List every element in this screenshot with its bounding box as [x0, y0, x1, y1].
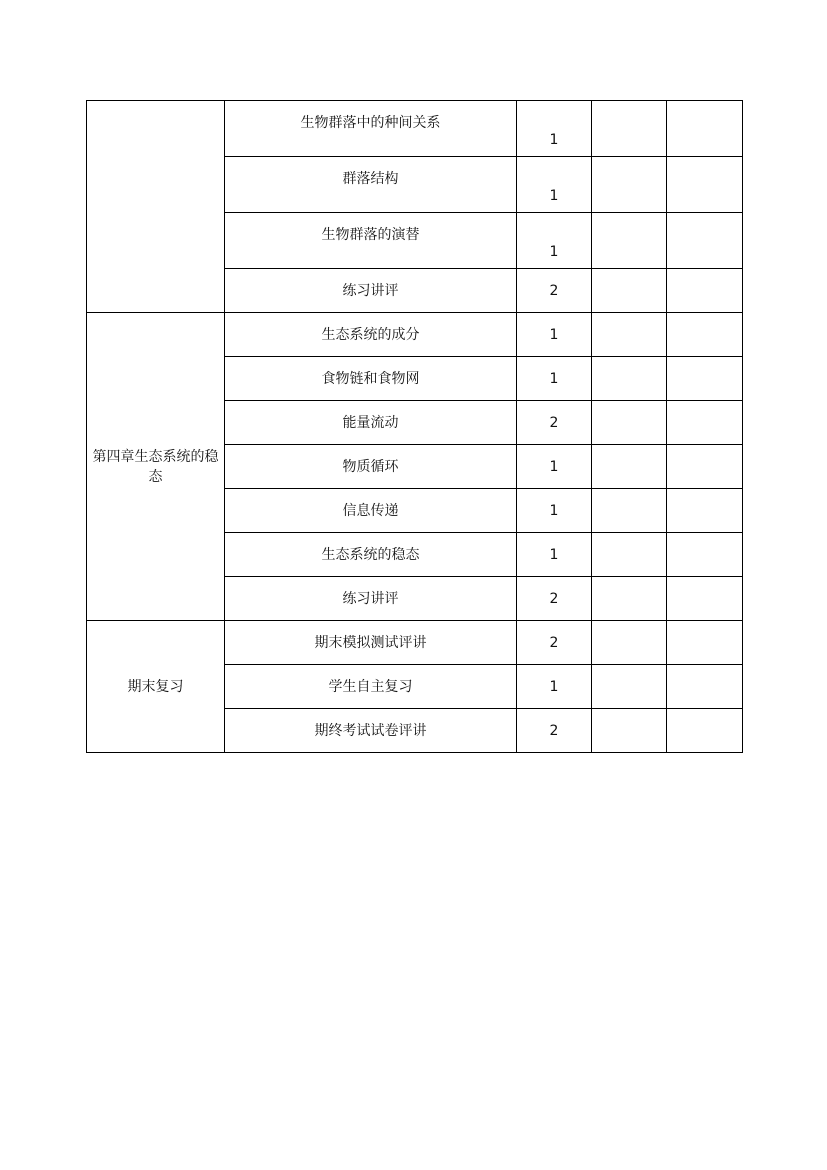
- empty-cell: [667, 445, 743, 489]
- empty-cell: [592, 445, 667, 489]
- empty-cell: [667, 101, 743, 157]
- hours-cell: 2: [517, 269, 592, 313]
- chapter-cell: 第四章生态系统的稳态: [87, 313, 225, 621]
- hours-cell: 1: [517, 157, 592, 213]
- hours-cell: 1: [517, 533, 592, 577]
- topic-cell: 能量流动: [225, 401, 517, 445]
- schedule-table: [86, 100, 743, 753]
- hours-cell: 1: [517, 445, 592, 489]
- hours-cell: 1: [517, 357, 592, 401]
- empty-cell: [592, 401, 667, 445]
- topic-cell: 生态系统的稳态: [225, 533, 517, 577]
- hours-cell: 2: [517, 621, 592, 665]
- topic-cell: 期终考试试卷评讲: [225, 709, 517, 753]
- empty-cell: [667, 157, 743, 213]
- empty-cell: [592, 577, 667, 621]
- empty-cell: [592, 621, 667, 665]
- hours-cell: 1: [517, 101, 592, 157]
- chapter-cell: [87, 101, 225, 313]
- empty-cell: [667, 621, 743, 665]
- topic-cell: 生物群落中的种间关系: [225, 101, 517, 157]
- hours-cell: 2: [517, 401, 592, 445]
- hours-cell: 2: [517, 709, 592, 753]
- empty-cell: [667, 665, 743, 709]
- empty-cell: [592, 157, 667, 213]
- empty-cell: [592, 489, 667, 533]
- empty-cell: [667, 533, 743, 577]
- empty-cell: [592, 313, 667, 357]
- empty-cell: [592, 709, 667, 753]
- topic-cell: 学生自主复习: [225, 665, 517, 709]
- empty-cell: [667, 269, 743, 313]
- topic-cell: 群落结构: [225, 157, 517, 213]
- topic-cell: 生态系统的成分: [225, 313, 517, 357]
- table-row: [87, 621, 743, 665]
- empty-cell: [592, 101, 667, 157]
- topic-cell: 生物群落的演替: [225, 213, 517, 269]
- empty-cell: [592, 357, 667, 401]
- empty-cell: [592, 213, 667, 269]
- empty-cell: [667, 313, 743, 357]
- empty-cell: [592, 269, 667, 313]
- table-row: [87, 101, 743, 157]
- hours-cell: 2: [517, 577, 592, 621]
- empty-cell: [667, 401, 743, 445]
- hours-cell: 1: [517, 213, 592, 269]
- hours-cell: 1: [517, 313, 592, 357]
- topic-cell: 练习讲评: [225, 269, 517, 313]
- topic-cell: 信息传递: [225, 489, 517, 533]
- topic-cell: 物质循环: [225, 445, 517, 489]
- empty-cell: [667, 577, 743, 621]
- empty-cell: [667, 213, 743, 269]
- topic-cell: 食物链和食物网: [225, 357, 517, 401]
- topic-cell: 练习讲评: [225, 577, 517, 621]
- topic-cell: 期末模拟测试评讲: [225, 621, 517, 665]
- hours-cell: 1: [517, 665, 592, 709]
- empty-cell: [667, 709, 743, 753]
- empty-cell: [667, 357, 743, 401]
- hours-cell: 1: [517, 489, 592, 533]
- empty-cell: [667, 489, 743, 533]
- chapter-cell: 期末复习: [87, 621, 225, 753]
- empty-cell: [592, 665, 667, 709]
- table-row: [87, 313, 743, 357]
- empty-cell: [592, 533, 667, 577]
